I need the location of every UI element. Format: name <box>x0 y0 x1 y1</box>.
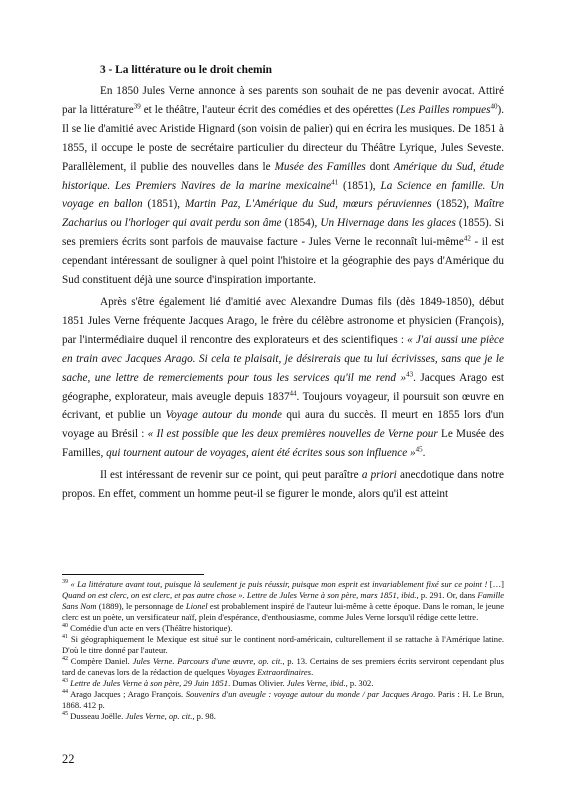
footnote-ref: 41 <box>62 634 68 641</box>
text-run: […] <box>489 579 504 589</box>
text-run: Un Hivernage dans les glaces <box>320 217 456 230</box>
body-paragraph-3 <box>62 466 504 504</box>
text-run: Arago Jacques ; Arago François. <box>68 689 186 699</box>
text-run: et le théâtre, l'auteur écrit des comédies et des opérettes ( <box>140 103 400 116</box>
text-run: (1851), <box>142 198 185 211</box>
text-run: Famille Sans Nom <box>62 590 504 611</box>
text-run: , p. 302. <box>345 678 374 688</box>
footnote-ref: 45 <box>415 445 423 454</box>
footnote-ref: 41 <box>331 177 339 186</box>
text-run: Quand on est clerc, on est clerc, et pas autre chose ». Lettre de Jules Verne à son père, mars 1851, ibid. <box>62 590 417 600</box>
text-run: . Dumas Olivier. <box>228 678 287 688</box>
text-run: . Jacques Arago est géographe, explorateur, mais aveugle depuis 1837 <box>62 371 504 403</box>
footnote-ref: 45 <box>62 711 68 718</box>
text-run: Amérique du Sud, étude historique. Les Premiers Navires de la marine mexicaine <box>62 160 505 192</box>
text-run: . Paris : H. Le Brun, 1868. 412 p. <box>62 689 504 710</box>
footnote-separator <box>62 574 204 575</box>
text-run: En 1850 Jules Verne annonce à ses parents son souhait de ne pas devenir avocat. Attiré par la littérature <box>62 85 504 116</box>
page-number: 22 <box>62 752 75 766</box>
body-paragraph-1 <box>62 82 504 290</box>
footnote-43 <box>62 678 504 689</box>
footnote-39 <box>62 579 504 623</box>
text-run: Il est intéressant de revenir sur ce point, qui peut paraître <box>100 469 362 482</box>
text-run: « La littérature avant tout, puisque là seulement je puis réussir, puisque mon esprit est invariablement fixé sur ce point ! <box>68 579 490 589</box>
footnote-ref: 39 <box>62 579 68 586</box>
text-run: Souvenirs d'un aveugle : voyage autour du monde / par Jacques Arago <box>185 689 434 699</box>
text-run: qui aura du succès. Il meurt en 1855 lors d'un voyage au Brésil : <box>62 409 504 441</box>
text-run: dont <box>365 160 394 173</box>
body-paragraph-2 <box>62 293 504 463</box>
text-run: est probablement inspiré de l'auteur lui-même à cette époque. Dans le roman, le jeune clerc est un poète, un versificateur naïf, plein d'espérance, d'enthousiasme, comme Jules Verne lorsqu'il rédige cette lettre. <box>62 601 504 622</box>
text-run: (1851), <box>338 179 381 192</box>
text-run: Musée des Familles <box>274 160 366 173</box>
text-run: (1855). Si ses premiers écrits sont parfois de mauvaise facture - Jules Verne le reconnaît lui-même <box>62 217 504 249</box>
footnote-ref: 43 <box>406 369 414 378</box>
text-run: , p. 13. Certains de ses premiers écrits serviront cependant plus tard de canevas lors de la rédaction de quelques <box>62 656 504 677</box>
text-run: a priori <box>361 469 397 482</box>
text-run: , p. 291. Or, dans <box>416 590 478 600</box>
footnote-ref: 40 <box>62 623 68 630</box>
footnote-41 <box>62 634 504 656</box>
text-run: Dusseau Joëlle. <box>68 711 126 721</box>
text-run: Voyage autour du monde <box>165 409 282 422</box>
text-run: , qui tournent autour de voyages, aient été écrites sous son influence » <box>100 447 416 460</box>
text-run: Le Musée des Familles <box>62 428 505 460</box>
text-run: La Science en famille. Un voyage en ballon <box>62 179 505 211</box>
footnote-45 <box>62 711 504 722</box>
footnote-40 <box>62 623 504 634</box>
footnote-ref: 44 <box>289 388 297 397</box>
text-run: Si géographiquement le Mexique est situé sur le continent nord-américain, culturellement il se rattache à l'Amérique latine. D'où le titre donné par l'auteur. <box>62 634 504 655</box>
footnote-ref: 40 <box>490 102 498 111</box>
text-run: Après s'être également lié d'amitié avec Alexandre Dumas fils (dès 1849-1850), début 1851 Jules Verne fréquente Jacques Arago, le frère du célèbre astronome et physicien (François), par l'intermédiaire duquel il rencontre des explorateurs et des scientifiques : <box>62 295 504 346</box>
footnote-42 <box>62 656 504 678</box>
text-run: anecdotique dans notre propos. En effet, comment un homme peut-il se figurer le monde, alors qu'il est atteint <box>62 469 504 501</box>
text-run: Voyages Extraordinaires <box>226 667 312 677</box>
text-run: Compère Daniel. <box>68 656 133 666</box>
text-run: Martin Paz, L'Amérique du Sud, mœurs péruviennes <box>184 198 432 211</box>
text-run: . Toujours voyageur, il poursuit son œuvre en écrivant, et publie un <box>62 390 504 422</box>
text-run: Jules Verne, ibid. <box>286 678 346 688</box>
text-run: Jules Verne. Parcours d'une œuvre, op. cit. <box>132 656 283 666</box>
footnote-ref: 42 <box>463 234 471 243</box>
footnote-ref: 44 <box>62 689 68 696</box>
text-run: . <box>311 667 314 677</box>
text-run: Lettre de Jules Verne à son père, 29 Juin 1851 <box>70 678 229 688</box>
text-run: ). Il se lie d'amitié avec Aristide Hignard (son voisin de palier) qui en écrira les musiques. De 1851 à 1855, il occupe le poste de secrétaire particulier du directeur du Théâtre Lyrique, Jules Seveste. Parallèlement, il publie des nouvelles dans le <box>62 103 504 173</box>
section-heading: 3 - La littérature ou le droit chemin <box>100 64 272 76</box>
text-run: Lionel <box>185 601 208 611</box>
text-run: Maître Zacharius ou l'horloger qui avait perdu son âme <box>62 198 505 230</box>
text-run: Comédie d'un acte en vers (Théâtre historique). <box>68 623 233 633</box>
main-text <box>62 64 504 504</box>
text-run: Les Pailles rompues <box>399 103 491 116</box>
footnote-ref: 39 <box>133 102 141 111</box>
text-run: Jules Verne, op. cit. <box>125 711 193 721</box>
footnote-44 <box>62 689 504 711</box>
text-run: « Il est possible que les deux premières nouvelles de Verne pour <box>147 428 438 441</box>
text-run: (1889), le personnage de <box>96 601 186 611</box>
text-run: . <box>422 447 426 460</box>
footnote-ref: 43 <box>62 678 68 685</box>
footnotes <box>62 579 504 722</box>
text-run: (1852), <box>431 198 474 211</box>
footnote-ref: 42 <box>62 656 68 663</box>
text-run: - il est cependant intéressant de souligner à quel point l'histoire et la géographie des pays d'Amérique du Sud constituent déjà une source d'inspiration importante. <box>62 236 505 287</box>
text-run: , p. 98. <box>192 711 216 721</box>
text-run: « J'ai aussi une pièce en train avec Jacques Arago. Si cela te plaisait, je désirerais que tu lui écrivisses, sans que je le sache, une lettre de remerciements pour tous les services qu'il me rend » <box>62 333 504 384</box>
text-run: (1854), <box>281 217 321 230</box>
